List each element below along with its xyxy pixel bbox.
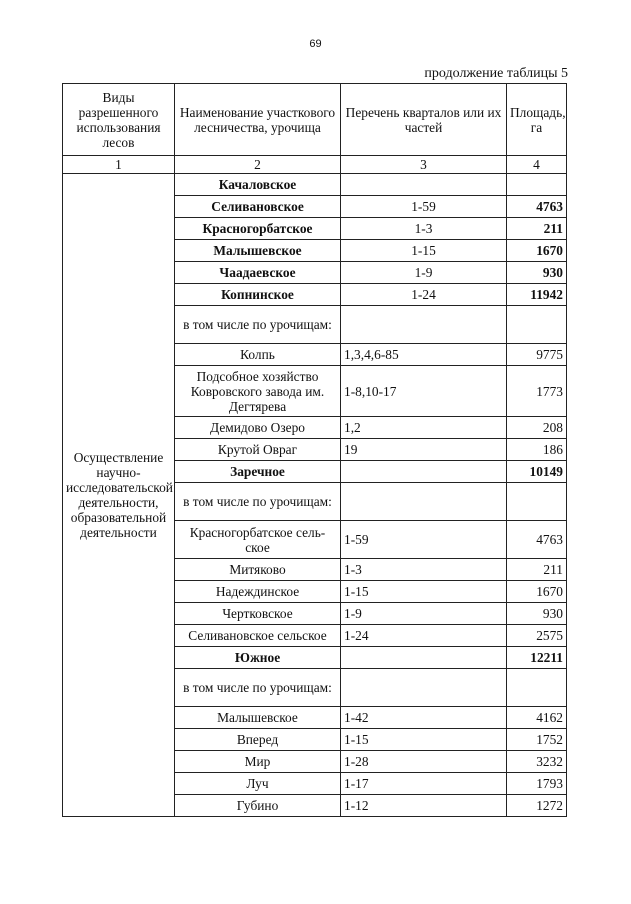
header-use-types: Виды разрешенного использования лесов — [63, 84, 175, 156]
area-cell: 2575 — [507, 625, 567, 647]
quarters-cell: 1-9 — [341, 262, 507, 284]
area-cell — [507, 669, 567, 707]
table-continuation-caption: продолжение таблицы 5 — [424, 66, 568, 81]
quarters-cell: 1-24 — [341, 284, 507, 306]
area-cell: 3232 — [507, 751, 567, 773]
column-number: 1 — [63, 156, 175, 174]
tract-name: Губино — [175, 795, 341, 817]
area-cell: 4763 — [507, 521, 567, 559]
area-cell: 186 — [507, 439, 567, 461]
quarters-cell — [341, 306, 507, 344]
forestry-name: Селивановское — [175, 196, 341, 218]
area-cell: 1670 — [507, 581, 567, 603]
column-number: 3 — [341, 156, 507, 174]
quarters-cell — [341, 647, 507, 669]
table-row — [63, 174, 567, 196]
header-area: Площадь, га — [507, 84, 567, 156]
quarters-cell: 1-15 — [341, 581, 507, 603]
tract-name: Митяково — [175, 559, 341, 581]
tract-name: Малышевское — [175, 707, 341, 729]
tract-name: Колпь — [175, 344, 341, 366]
tract-name: Надеждинское — [175, 581, 341, 603]
quarters-cell: 1-28 — [341, 751, 507, 773]
area-cell: 11942 — [507, 284, 567, 306]
quarters-cell: 1-17 — [341, 773, 507, 795]
area-cell — [507, 174, 567, 196]
quarters-cell: 1-8,10-17 — [341, 366, 507, 417]
area-cell: 208 — [507, 417, 567, 439]
area-cell: 1670 — [507, 240, 567, 262]
quarters-cell: 1-3 — [341, 559, 507, 581]
forestry-name: Заречное — [175, 461, 341, 483]
quarters-cell — [341, 669, 507, 707]
forestry-name: Копнинское — [175, 284, 341, 306]
forest-use-table — [62, 83, 567, 817]
forestry-name: Чаадаевское — [175, 262, 341, 284]
quarters-cell: 1-15 — [341, 729, 507, 751]
quarters-cell: 1-24 — [341, 625, 507, 647]
area-cell: 9775 — [507, 344, 567, 366]
tract-name: Чертковское — [175, 603, 341, 625]
quarters-cell: 1-59 — [341, 521, 507, 559]
area-cell — [507, 306, 567, 344]
forestry-name: Качаловское — [175, 174, 341, 196]
table-header-row — [63, 84, 567, 156]
subgroup-label: в том числе по урочищам: — [175, 306, 341, 344]
quarters-cell — [341, 461, 507, 483]
area-cell: 4162 — [507, 707, 567, 729]
area-cell: 1773 — [507, 366, 567, 417]
column-number: 2 — [175, 156, 341, 174]
quarters-cell: 1-59 — [341, 196, 507, 218]
quarters-cell: 1-9 — [341, 603, 507, 625]
area-cell: 930 — [507, 262, 567, 284]
quarters-cell: 19 — [341, 439, 507, 461]
quarters-cell: 1-15 — [341, 240, 507, 262]
area-cell: 211 — [507, 218, 567, 240]
area-cell: 930 — [507, 603, 567, 625]
subgroup-label: в том числе по урочищам: — [175, 669, 341, 707]
area-cell: 4763 — [507, 196, 567, 218]
page-number: 69 — [309, 38, 322, 50]
quarters-cell — [341, 174, 507, 196]
subgroup-label: в том числе по урочищам: — [175, 483, 341, 521]
quarters-cell: 1-12 — [341, 795, 507, 817]
tract-name: Селивановское сельское — [175, 625, 341, 647]
area-cell: 12211 — [507, 647, 567, 669]
forestry-name: Малышевское — [175, 240, 341, 262]
area-cell: 1272 — [507, 795, 567, 817]
column-number-row — [63, 156, 567, 174]
quarters-cell: 1-3 — [341, 218, 507, 240]
tract-name: Луч — [175, 773, 341, 795]
area-cell: 1793 — [507, 773, 567, 795]
tract-name: Красногорбатское сель-ское — [175, 521, 341, 559]
area-cell — [507, 483, 567, 521]
tract-name: Крутой Овраг — [175, 439, 341, 461]
header-forestry-name: Наименование участкового лесничества, урочища — [175, 84, 341, 156]
forestry-name: Красногорбатское — [175, 218, 341, 240]
forestry-name: Южное — [175, 647, 341, 669]
tract-name: Демидово Озеро — [175, 417, 341, 439]
area-cell: 1752 — [507, 729, 567, 751]
tract-name: Вперед — [175, 729, 341, 751]
quarters-cell: 1,3,4,6-85 — [341, 344, 507, 366]
tract-name: Подсобное хозяйство Ковровского завода им. Дегтярева — [175, 366, 341, 417]
activity-cell: Осуществление научно-исследовательской деятельности, образовательной деятельности — [63, 174, 175, 817]
column-number: 4 — [507, 156, 567, 174]
quarters-cell — [341, 483, 507, 521]
header-quarters-list: Перечень кварталов или их частей — [341, 84, 507, 156]
quarters-cell: 1-42 — [341, 707, 507, 729]
area-cell: 211 — [507, 559, 567, 581]
area-cell: 10149 — [507, 461, 567, 483]
quarters-cell: 1,2 — [341, 417, 507, 439]
tract-name: Мир — [175, 751, 341, 773]
